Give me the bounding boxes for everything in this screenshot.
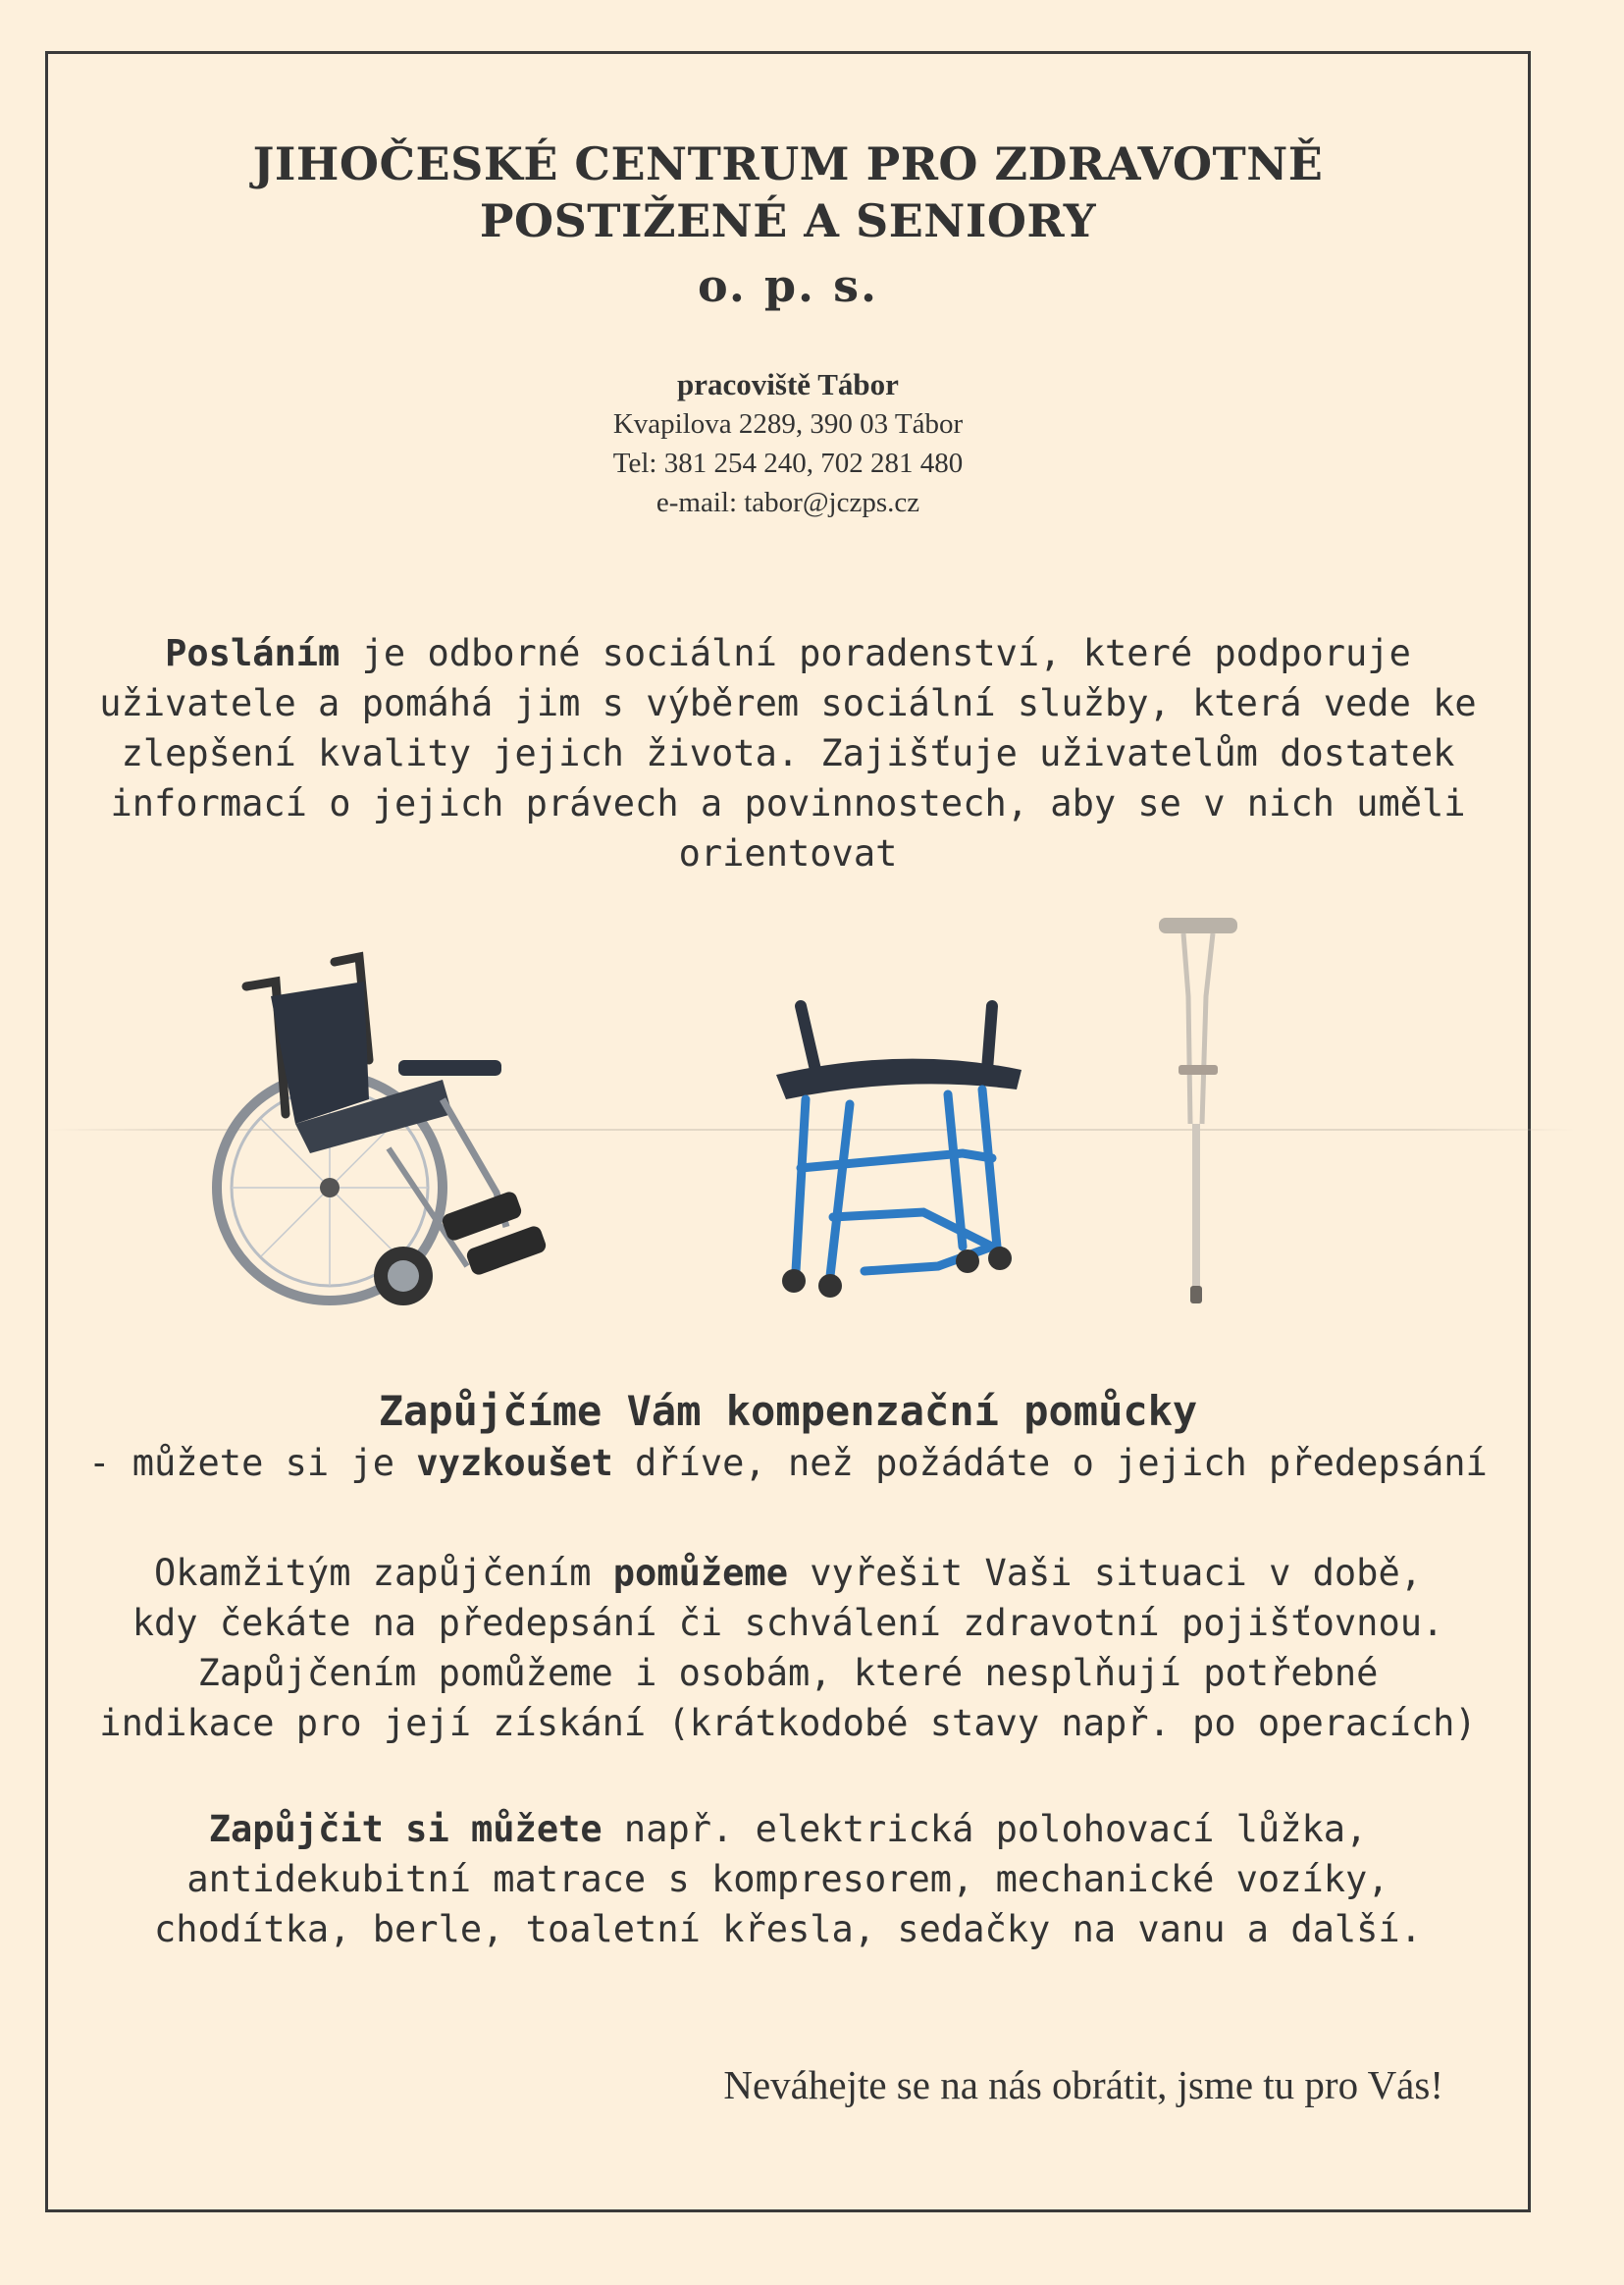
aids-illustrations	[45, 908, 1531, 1320]
wheelchair-image	[202, 942, 595, 1335]
title-line-2: POSTIŽENÉ A SENIORY	[479, 194, 1097, 247]
mission-line-4: informací o jejich právech a povinnostech, aby se v nich uměli	[110, 782, 1466, 824]
loan-subheading	[45, 1439, 1531, 1488]
available-items-paragraph	[45, 1804, 1531, 1954]
p2-line-3: chodítka, berle, toaletní křesla, sedačky na vanu a další.	[153, 1908, 1422, 1950]
p1-line-3: Zapůjčením pomůžeme i osobám, které nesplňují potřebné	[197, 1652, 1379, 1694]
mission-lead: Posláním	[165, 632, 341, 674]
mission-line-5: orientovat	[678, 832, 898, 875]
title-line-3: o. p. s.	[697, 259, 878, 312]
p1-line-2: kdy čekáte na předepsání či schválení zdravotní pojišťovnou.	[131, 1602, 1444, 1644]
mission-line-2: uživatele a pomáhá jim s výběrem sociální služby, která vede ke	[99, 682, 1477, 724]
mission-paragraph	[45, 628, 1531, 878]
address-block	[45, 365, 1531, 522]
walker-image	[757, 991, 1051, 1305]
p1-l1-post: vyřešit Vaši situaci v době,	[788, 1552, 1423, 1594]
crutch-image	[1139, 908, 1257, 1320]
street-address: Kvapilova 2289, 390 03 Tábor	[612, 408, 964, 440]
workplace: pracoviště Tábor	[677, 367, 899, 401]
p1-l1-bold: pomůžeme	[612, 1552, 788, 1594]
p1-l1-pre: Okamžitým zapůjčením	[153, 1552, 613, 1594]
p2-line-2: antidekubitní matrace s kompresorem, mechanické vozíky,	[186, 1858, 1389, 1900]
p2-l1-post: např. elektrická polohovací lůžka,	[602, 1808, 1368, 1850]
loan-sub-post: dříve, než požádáte o jejich předepsání	[612, 1442, 1488, 1484]
p1-line-4: indikace pro její získání (krátkodobé stavy např. po operacích)	[99, 1702, 1477, 1744]
p2-l1-bold: Zapůjčit si můžete	[208, 1808, 602, 1850]
email: e-mail: tabor@jczps.cz	[655, 487, 920, 518]
closing-line: Neváhejte se na nás obrátit, jsme tu pro Vás!	[723, 2062, 1443, 2107]
loan-sub-bold: vyzkoušet	[416, 1442, 613, 1484]
loan-benefits-paragraph	[45, 1548, 1531, 1748]
organization-title	[45, 135, 1531, 314]
p1-line-1	[45, 1548, 1531, 1598]
mission-line-1-text: je odborné sociální poradenství, které podporuje	[340, 632, 1411, 674]
loan-sub-pre: - můžete si je	[88, 1442, 417, 1484]
mission-line-3: zlepšení kvality jejich života. Zajišťuje uživatelům dostatek	[121, 732, 1455, 774]
title-line-1: JIHOČESKÉ CENTRUM PRO ZDRAVOTNĚ	[252, 137, 1324, 190]
loan-heading: Zapůjčíme Vám kompenzační pomůcky	[378, 1387, 1198, 1435]
mission-line-1	[75, 628, 1501, 678]
loan-section	[45, 1384, 1531, 1488]
phone: Tel: 381 254 240, 702 281 480	[612, 448, 964, 479]
p2-line-1	[45, 1804, 1531, 1854]
